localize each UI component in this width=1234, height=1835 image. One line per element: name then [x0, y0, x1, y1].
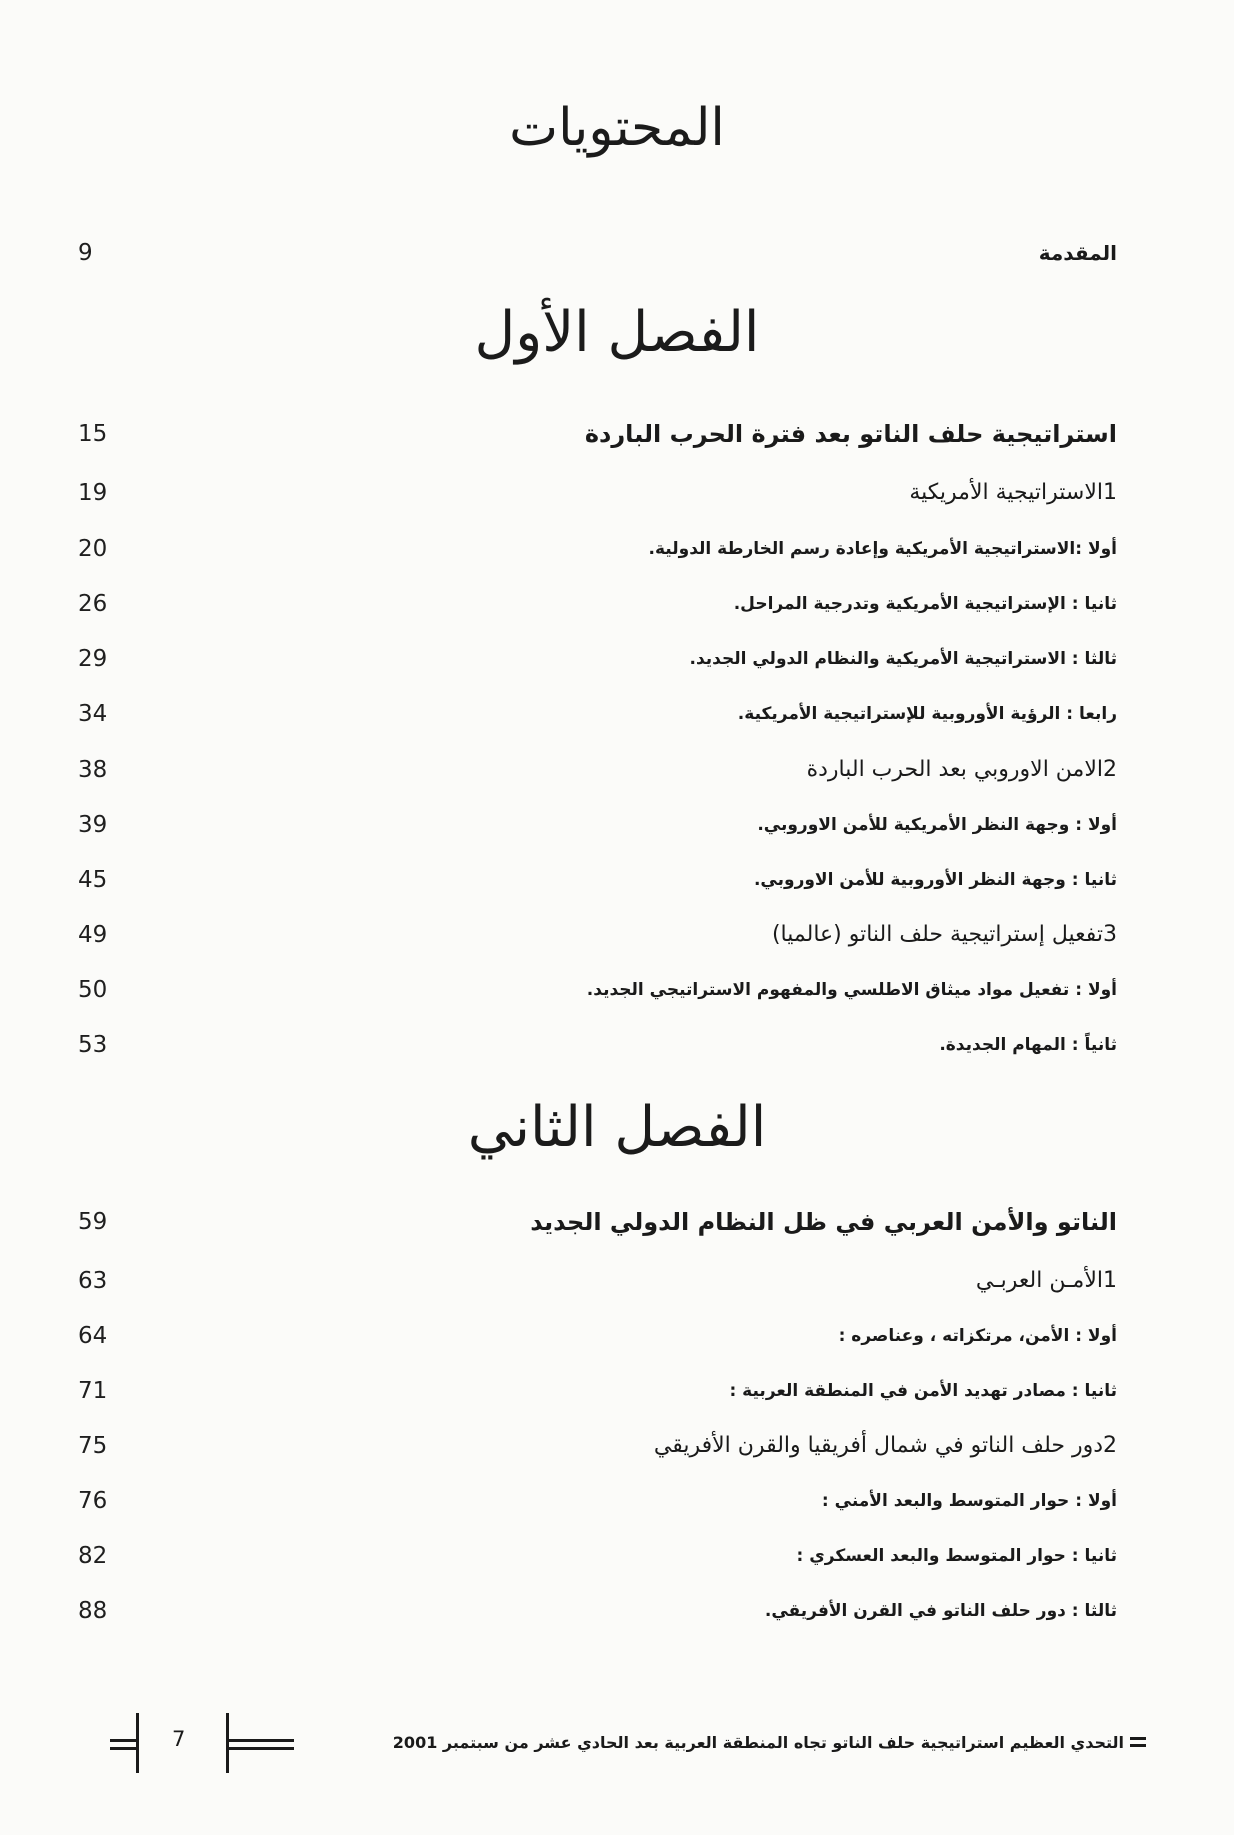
toc-entry-page: 64 — [78, 1323, 108, 1349]
contents-heading: المحتويات — [509, 98, 725, 158]
toc-entry-title: ثانيا : الإستراتيجية الأمريكية وتدرجية المراحل. — [733, 594, 1117, 614]
toc-entry-title: ثانيا : حوار المتوسط والبعد العسكري : — [796, 1546, 1117, 1566]
toc-entry — [0, 1589, 1234, 1633]
toc-entry-page: 88 — [78, 1598, 108, 1624]
toc-entry-page: 45 — [78, 867, 108, 893]
page-footer — [0, 1713, 1234, 1773]
footer-page-number: 7 — [172, 1727, 186, 1751]
toc-entry-title: المقدمة — [1038, 241, 1117, 265]
toc-entry-page: 15 — [78, 421, 108, 447]
toc-entry — [0, 748, 1234, 792]
toc-entry-title: 1الأمـن العربـي — [975, 1268, 1117, 1293]
toc-entry-title: 2دور حلف الناتو في شمال أفريقيا والقرن الأفريقي — [653, 1433, 1117, 1458]
toc-entry-title: 2الامن الاوروبي بعد الحرب الباردة — [806, 757, 1117, 782]
toc-entry-title: ثانيا : مصادر تهديد الأمن في المنطقة العربية : — [729, 1381, 1117, 1401]
toc-entry — [0, 692, 1234, 736]
toc-entry — [0, 1424, 1234, 1468]
toc-entry — [0, 913, 1234, 957]
toc-entry — [0, 1534, 1234, 1578]
footer-rule-middle — [226, 1739, 294, 1742]
footer-rule-right — [1130, 1737, 1146, 1740]
footer-tick-left — [136, 1713, 139, 1773]
toc-entry-page: 76 — [78, 1488, 108, 1514]
toc-entry — [0, 1259, 1234, 1303]
toc-entry-page: 20 — [78, 536, 108, 562]
chapter-1-heading: الفصل الأول — [474, 300, 760, 365]
toc-entry — [0, 471, 1234, 515]
toc-entry-intro — [0, 231, 1234, 275]
toc-entry-page: 82 — [78, 1543, 108, 1569]
toc-entry-page: 59 — [78, 1209, 108, 1235]
toc-entry-title: أولا :الاستراتيجية الأمريكية وإعادة رسم الخارطة الدولية. — [648, 539, 1117, 559]
toc-entry — [0, 803, 1234, 847]
footer-rule-left-2 — [110, 1747, 136, 1750]
footer-tick-right — [226, 1713, 229, 1773]
toc-entry — [0, 582, 1234, 626]
toc-entry-title: أولا : وجهة النظر الأمريكية للأمن الاوروبي. — [757, 815, 1117, 835]
toc-entry-page: 34 — [78, 701, 108, 727]
toc-entry — [0, 968, 1234, 1012]
toc-entry-page: 75 — [78, 1433, 108, 1459]
toc-entry — [0, 1479, 1234, 1523]
toc-entry-page: 38 — [78, 757, 108, 783]
toc-entry-title: استراتيجية حلف الناتو بعد فترة الحرب الباردة — [584, 420, 1117, 448]
toc-entry-title: 3تفعيل إستراتيجية حلف الناتو (عالميا) — [771, 922, 1117, 947]
toc-entry — [0, 1200, 1234, 1244]
toc-entry-title: أولا : حوار المتوسط والبعد الأمني : — [821, 1491, 1117, 1511]
toc-entry-page: 9 — [78, 240, 93, 266]
chapter-2-heading: الفصل الثاني — [467, 1095, 767, 1160]
toc-entry-page: 26 — [78, 591, 108, 617]
footer-rule-left — [110, 1739, 136, 1742]
footer-rule-middle-2 — [226, 1747, 294, 1750]
toc-entry-title: أولا : تفعيل مواد ميثاق الاطلسي والمفهوم الاستراتيجي الجديد. — [586, 980, 1117, 1000]
toc-entry-title: ثالثا : دور حلف الناتو في القرن الأفريقي. — [764, 1601, 1117, 1621]
toc-entry-title: ثانيا : وجهة النظر الأوروبية للأمن الاوروبي. — [753, 870, 1117, 890]
footer-rule-right-2 — [1130, 1744, 1146, 1747]
toc-entry-page: 49 — [78, 922, 108, 948]
footer-book-title: التحدي العظيم استراتيجية حلف الناتو تجاه المنطقة العربية بعد الحادي عشر من سبتمبر 2001 — [392, 1733, 1124, 1752]
toc-entry-title: 1الاستراتيجية الأمريكية — [909, 480, 1117, 505]
toc-entry-title: ثانياً : المهام الجديدة. — [939, 1035, 1117, 1055]
toc-entry-title: أولا : الأمن، مرتكزاته ، وعناصره : — [838, 1326, 1117, 1346]
toc-entry-page: 19 — [78, 480, 108, 506]
toc-entry — [0, 1369, 1234, 1413]
toc-entry — [0, 527, 1234, 571]
toc-entry-page: 50 — [78, 977, 108, 1003]
toc-entry-page: 63 — [78, 1268, 108, 1294]
toc-entry — [0, 637, 1234, 681]
toc-entry — [0, 858, 1234, 902]
toc-entry-page: 71 — [78, 1378, 108, 1404]
toc-entry — [0, 412, 1234, 456]
toc-entry — [0, 1023, 1234, 1067]
toc-entry-title: رابعا : الرؤية الأوروبية للإستراتيجية الأمريكية. — [737, 704, 1117, 724]
toc-entry — [0, 1314, 1234, 1358]
toc-entry-title: ثالثا : الاستراتيجية الأمريكية والنظام الدولي الجديد. — [689, 649, 1117, 669]
toc-entry-page: 39 — [78, 812, 108, 838]
toc-entry-title: الناتو والأمن العربي في ظل النظام الدولي الجديد — [530, 1208, 1117, 1236]
toc-entry-page: 53 — [78, 1032, 108, 1058]
toc-entry-page: 29 — [78, 646, 108, 672]
